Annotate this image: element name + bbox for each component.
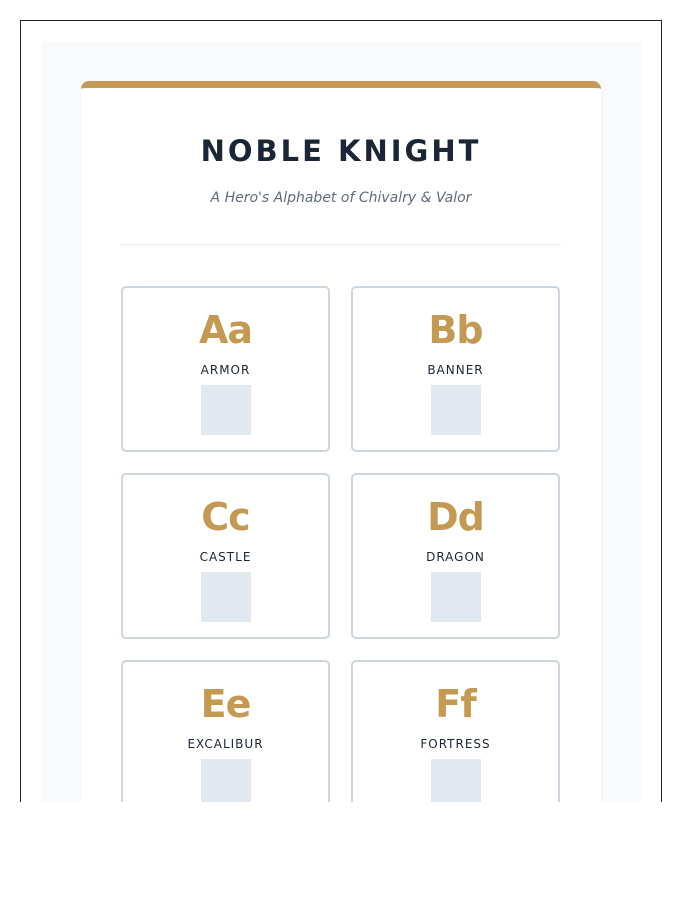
tile-word: BANNER [427, 363, 484, 377]
tile-letter: Bb [428, 308, 483, 352]
alphabet-card [81, 81, 601, 802]
page-background [41, 41, 641, 802]
tile-letter: Ff [435, 682, 476, 726]
image-placeholder [201, 572, 251, 622]
tile-letter: Ee [200, 682, 251, 726]
letter-tile-c [121, 473, 330, 639]
letter-tile-a [121, 286, 330, 452]
letter-tile-e [121, 660, 330, 802]
image-placeholder [201, 759, 251, 802]
page-title: NOBLE KNIGHT [200, 134, 482, 168]
tile-letter: Aa [198, 308, 253, 352]
tile-word: FORTRESS [420, 737, 491, 751]
letter-tile-d [351, 473, 560, 639]
image-placeholder [431, 385, 481, 435]
letter-grid [121, 286, 561, 802]
letter-tile-b [351, 286, 560, 452]
tile-word: EXCALIBUR [187, 737, 264, 751]
page-subtitle: A Hero's Alphabet of Chivalry & Valor [210, 190, 472, 206]
letter-tile-f [351, 660, 560, 802]
image-placeholder [201, 385, 251, 435]
tile-letter: Cc [201, 495, 250, 539]
divider [121, 244, 561, 245]
image-placeholder [431, 572, 481, 622]
viewport-frame [20, 20, 662, 802]
tile-word: CASTLE [199, 550, 252, 564]
tile-word: ARMOR [200, 363, 251, 377]
image-placeholder [431, 759, 481, 802]
tile-letter: Dd [427, 495, 484, 539]
tile-word: DRAGON [426, 550, 485, 564]
